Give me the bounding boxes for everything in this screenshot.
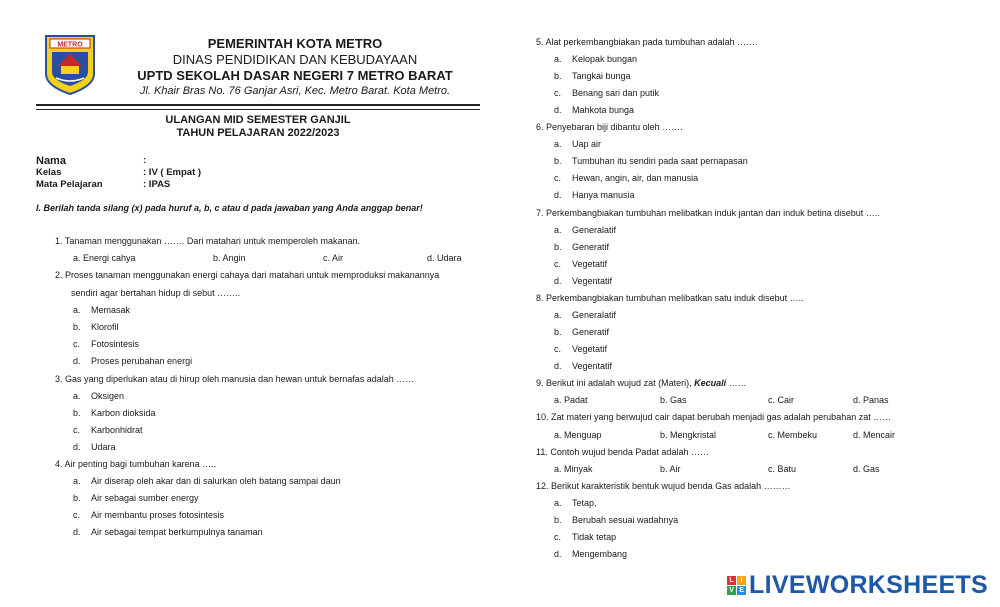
option-11b[interactable]: b. Air	[660, 464, 681, 474]
option-4c[interactable]: c. Air membantu proses fotosintesis	[73, 510, 225, 520]
option-9a[interactable]: a. Padat	[554, 395, 588, 405]
question-11: 11. Contoh wujud benda Padat adalah ……	[536, 447, 709, 457]
option-5d[interactable]: d. Mahkota bunga	[554, 105, 635, 115]
identity-label-class: Kelas	[36, 167, 62, 178]
option-4b[interactable]: b. Air sebagai sumber energy	[73, 493, 199, 503]
question-10: 10. Zat materi yang berwujud cair dapat berubah menjadi gas adalah perubahan zat ……	[536, 412, 892, 422]
option-10a[interactable]: a. Menguap	[554, 430, 602, 440]
option-1a[interactable]: a. Energi cahya	[73, 253, 136, 263]
option-7c[interactable]: c. Vegetatif	[554, 259, 608, 269]
option-6a[interactable]: a. Uap air	[554, 139, 602, 149]
option-5a[interactable]: a. Kelopak bungan	[554, 54, 638, 64]
option-7a[interactable]: a. Generalatif	[554, 225, 617, 235]
question-1: 1. Tanaman menggunakan ……. Dari matahari untuk memperoleh makanan.	[55, 236, 360, 246]
option-11a[interactable]: a. Minyak	[554, 464, 593, 474]
header-address: Jl. Khair Bras No. 76 Ganjar Asri, Kec. Metro Barat. Kota Metro.	[139, 85, 451, 97]
option-8d[interactable]: d. Vegentatif	[554, 361, 613, 371]
option-3c[interactable]: c. Karbonhidrat	[73, 425, 143, 435]
option-10d[interactable]: d. Mencair	[853, 430, 896, 440]
header-department: DINAS PENDIDIKAN DAN KEBUDAYAAN	[172, 52, 418, 67]
identity-value-subject: : IPAS	[143, 179, 171, 190]
option-9b[interactable]: b. Gas	[660, 395, 687, 405]
option-8c[interactable]: c. Vegetatif	[554, 344, 608, 354]
option-6c[interactable]: c. Hewan, angin, air, dan manusia	[554, 173, 699, 183]
identity-value-name: :	[143, 155, 147, 166]
question-3: 3. Gas yang diperlukan atau di hirup oleh manusia dan hewan untuk bernafas adalah ……	[55, 374, 415, 384]
instruction: I. Berilah tanda silang (x) pada huruf a, b, c atau d pada jawaban yang Anda anggap benar!	[36, 203, 423, 213]
question-9-emphasis: Kecuali	[694, 378, 727, 388]
liveworksheets-watermark	[727, 570, 988, 600]
identity-label-name: Nama	[36, 155, 66, 167]
identity-value-class: : IV ( Empat )	[143, 167, 202, 178]
question-4: 4. Air penting bagi tumbuhan karena …..	[55, 459, 217, 469]
liveworksheets-logo-icon: L I V E	[727, 576, 746, 595]
question-2-continued: sendiri agar bertahan hidup di sebut ……..	[71, 288, 241, 298]
identity-label-subject: Mata Pelajaran	[36, 179, 103, 190]
liveworksheets-wordmark: LIVEWORKSHEETS	[749, 570, 988, 599]
exam-year: TAHUN PELAJARAN 2022/2023	[176, 127, 340, 139]
option-1b[interactable]: b. Angin	[213, 253, 246, 263]
option-10b[interactable]: b. Mengkristal	[660, 430, 717, 440]
option-12c[interactable]: c. Tidak tetap	[554, 532, 617, 542]
header-divider	[36, 104, 480, 106]
header-divider-thin	[36, 109, 480, 110]
question-12: 12. Berikut karakteristik bentuk wujud benda Gas adalah ………	[536, 481, 791, 491]
option-8a[interactable]: a. Generalatif	[554, 310, 617, 320]
option-6b[interactable]: b. Tumbuhan itu sendiri pada saat pernapasan	[554, 156, 748, 166]
option-7d[interactable]: d. Vegentatif	[554, 276, 613, 286]
question-5: 5. Alat perkembangbiakan pada tumbuhan adalah …….	[536, 37, 758, 47]
option-12a[interactable]: a. Tetap,	[554, 498, 597, 508]
option-5b[interactable]: b. Tangkai bunga	[554, 71, 631, 81]
option-3a[interactable]: a. Oksigen	[73, 391, 125, 401]
question-6: 6. Penyebaran biji dibantu oleh …….	[536, 122, 683, 132]
logo-text: METRO	[57, 41, 83, 49]
question-7: 7. Perkembangbiakan tumbuhan melibatkan induk jantan dan induk betina disebut …..	[536, 208, 880, 218]
option-3b[interactable]: b. Karbon dioksida	[73, 408, 156, 418]
option-9d[interactable]: d. Panas	[853, 395, 889, 405]
option-8b[interactable]: b. Generatif	[554, 327, 610, 337]
option-7b[interactable]: b. Generatif	[554, 242, 610, 252]
option-10c[interactable]: c. Membeku	[768, 430, 818, 440]
option-12d[interactable]: d. Mengembang	[554, 549, 628, 559]
option-11d[interactable]: d. Gas	[853, 464, 880, 474]
question-2: 2. Proses tanaman menggunakan energi cahaya dari matahari untuk memproduksi makanannya	[55, 270, 440, 280]
option-1d[interactable]: d. Udara	[427, 253, 462, 263]
question-8: 8. Perkembangbiakan tumbuhan melibatkan satu induk disebut …..	[536, 293, 804, 303]
option-2d[interactable]: d. Proses perubahan energi	[73, 356, 193, 366]
option-3d[interactable]: d. Udara	[73, 442, 116, 452]
option-4a[interactable]: a. Air diserap oleh akar dan di salurkan oleh batang sampai daun	[73, 476, 341, 486]
option-11c[interactable]: c. Batu	[768, 464, 797, 474]
question-9: 9. Berikut ini adalah wujud zat (Materi), Kecuali ……	[536, 378, 747, 388]
option-5c[interactable]: c. Benang sari dan putik	[554, 88, 660, 98]
option-9c[interactable]: c. Cair	[768, 395, 795, 405]
option-2c[interactable]: c. Fotosintesis	[73, 339, 140, 349]
header-school: UPTD SEKOLAH DASAR NEGERI 7 METRO BARAT	[137, 68, 453, 83]
header-government: PEMERINTAH KOTA METRO	[207, 36, 383, 51]
option-6d[interactable]: d. Hanya manusia	[554, 190, 635, 200]
exam-title: ULANGAN MID SEMESTER GANJIL	[165, 114, 351, 126]
metro-city-emblem	[44, 34, 96, 96]
option-2b[interactable]: b. Klorofil	[73, 322, 119, 332]
option-1c[interactable]: c. Air	[323, 253, 344, 263]
option-4d[interactable]: d. Air sebagai tempat berkumpulnya tanaman	[73, 527, 263, 537]
option-12b[interactable]: b. Berubah sesuai wadahnya	[554, 515, 679, 525]
option-2a[interactable]: a. Memasak	[73, 305, 131, 315]
